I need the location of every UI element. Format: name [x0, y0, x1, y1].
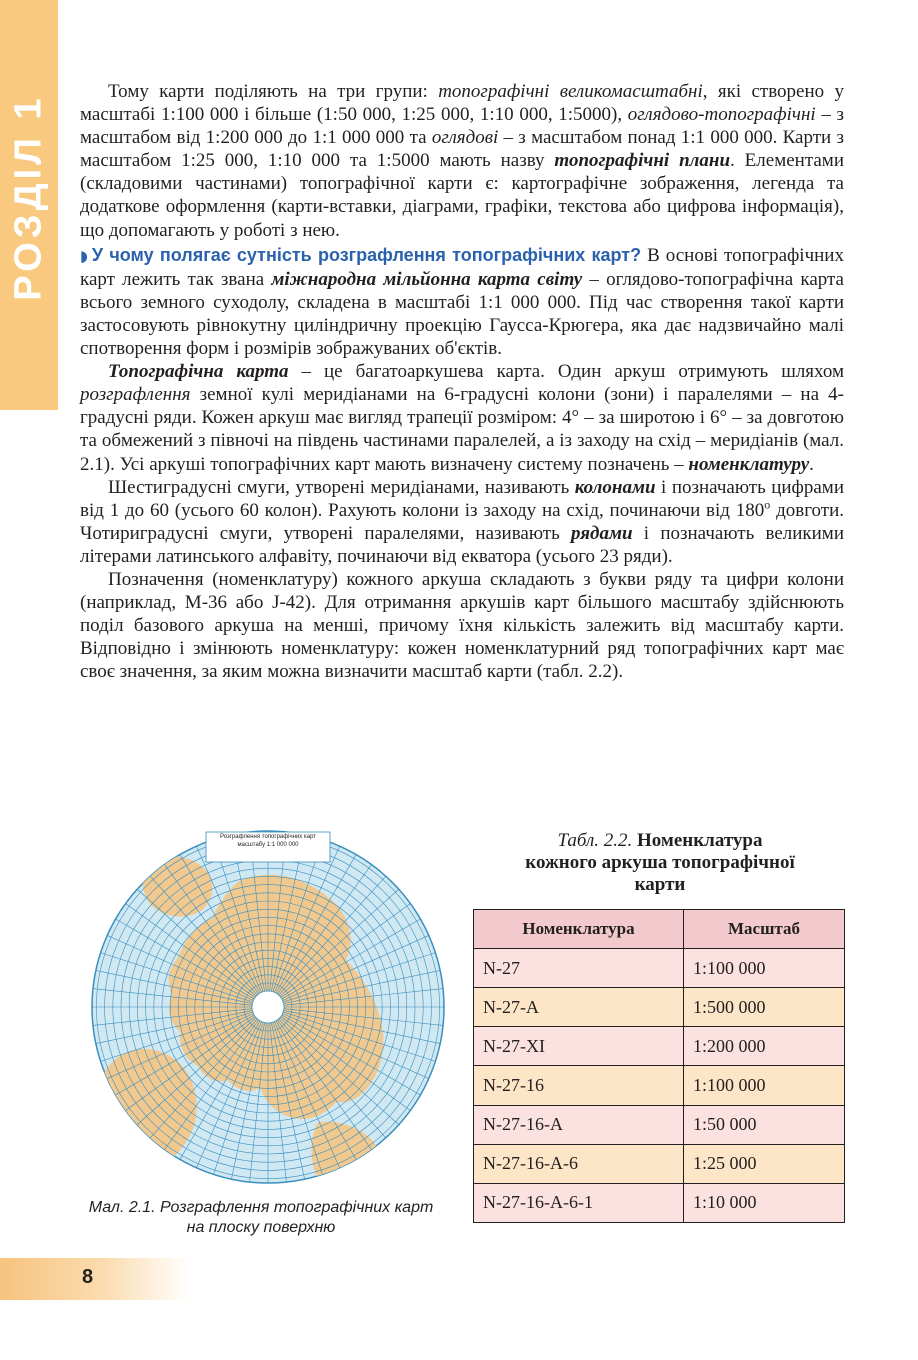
column-header: Масштаб	[684, 910, 845, 949]
nomenclature-table	[473, 909, 845, 1223]
chapter-label: РОЗДІЛ 1	[7, 93, 50, 301]
table-title: Табл. 2.2. Номенклатура кожного аркуша топографічної карти	[525, 830, 795, 895]
table-row	[474, 949, 845, 988]
paragraph-2: ◗ У чому полягає сутність розграфлення топографічних карт? В основі топографічних карт лежить так звана міжнародна мільйонна карта світу – оглядово-топографічна карта всього земного суходолу, складена в масштабі 1:1 000 000. Під час створення такої карти застосовують рівнокутну циліндричну проекцію Гаусса-Крюгера, яка дає надзвичайно малі спотворення форм і розмірів зображуваних об'єктів.	[80, 244, 844, 360]
scale-cell: 1:500 000	[684, 988, 845, 1027]
nomenclature-cell: N-27-16-А	[474, 1105, 684, 1144]
table-row	[474, 1027, 845, 1066]
scale-cell: 1:10 000	[684, 1183, 845, 1222]
table-row	[474, 1183, 845, 1222]
nomenclature-cell: N-27-16	[474, 1066, 684, 1105]
page-number-bar	[0, 1258, 190, 1300]
paragraph-3: Топографічна карта – це багатоаркушева карта. Один аркуш отримують шляхом розграфлення земної кулі меридіанами на 6-градусні колони (зони) і паралелями – на 4-градусні ряди. Кожен аркуш має вигляд трапеції розміром: 4° – за широтою і 6° – за довготою та обмежений з півночі на південь частинами паралелей, а із заходу на схід – меридіанів (мал. 2.1). Усі аркуші топографічних карт мають визначену систему позначень – номенклатуру.	[80, 361, 844, 475]
section-question: У чому полягає сутність розграфлення топографічних карт?	[91, 244, 642, 265]
scale-cell: 1:25 000	[684, 1144, 845, 1183]
column-header: Номенклатура	[474, 910, 684, 949]
table-header-row	[474, 910, 845, 949]
question-marker-icon: ◗	[80, 246, 88, 265]
main-text	[80, 80, 844, 683]
nomenclature-cell: N-27-16-А-6-1	[474, 1183, 684, 1222]
table-row	[474, 1066, 845, 1105]
pole-circle	[252, 991, 284, 1023]
nomenclature-cell: N-27-А	[474, 988, 684, 1027]
scale-cell: 1:50 000	[684, 1105, 845, 1144]
paragraph-1: Тому карти поділяють на три групи: топографічні великомасштабні, які створено у масштабі 1:100 000 і більше (1:50 000, 1:25 000, 1:10 000, 1:5000), оглядово-топографічні – з масштабом від 1:200 000 до 1:1 000 000 та оглядові – з масштабом понад 1:1 000 000. Карти з масштабом 1:25 000, 1:10 000 та 1:5000 мають назву топографічні плани. Елементами (складовими частинами) топографічної карти є: картографічне зображення, легенда та додаткове оформлення (карти-вставки, діаграми, графіки, текстова або цифрова інформація), що допомагають у роботі з нею.	[80, 81, 844, 241]
nomenclature-cell: N-27-XI	[474, 1027, 684, 1066]
table-row	[474, 1105, 845, 1144]
polar-map-graphic	[88, 822, 448, 1192]
map-title: Розграфлення топографічних карт масштабу 1:1 000 000	[219, 834, 317, 848]
paragraph-5: Позначення (номенклатуру) кожного аркуша складають з букви ряду та цифри колони (наприклад, М-36 або J-42). Для отримання аркушів карт більшого масштабу здійснюють поділ базового аркуша на менші, причому їхня кількість залежить від масштабу карти. Відповідно і змінюють номенклатуру: кожен номенклатурний ряд топографічних карт має своє значення, за яким можна визначити масштаб карти (табл. 2.2).	[80, 568, 844, 683]
figure-caption: Мал. 2.1. Розграфлення топографічних карт на плоску поверхню	[88, 1199, 434, 1236]
nomenclature-cell: N-27-16-А-6	[474, 1144, 684, 1183]
scale-cell: 1:100 000	[684, 1066, 845, 1105]
polar-grid-map-figure	[88, 822, 448, 1192]
page-number: 8	[82, 1266, 94, 1288]
scale-cell: 1:100 000	[684, 949, 845, 988]
nomenclature-cell: N-27	[474, 949, 684, 988]
table-row	[474, 1144, 845, 1183]
scale-cell: 1:200 000	[684, 1027, 845, 1066]
table-row	[474, 988, 845, 1027]
paragraph-4: Шестиградусні смуги, утворені меридіанами, називають колонами і позначають цифрами від 1 до 60 (усього 60 колон). Рахують колони із заходу на схід, починаючи від $180^о$ довготи. Чотириградусні смуги, утворені паралелями, називають рядами і позначають великими літерами латинського алфавіту, починаючи від екватора (усього 23 ряди).	[80, 476, 844, 567]
